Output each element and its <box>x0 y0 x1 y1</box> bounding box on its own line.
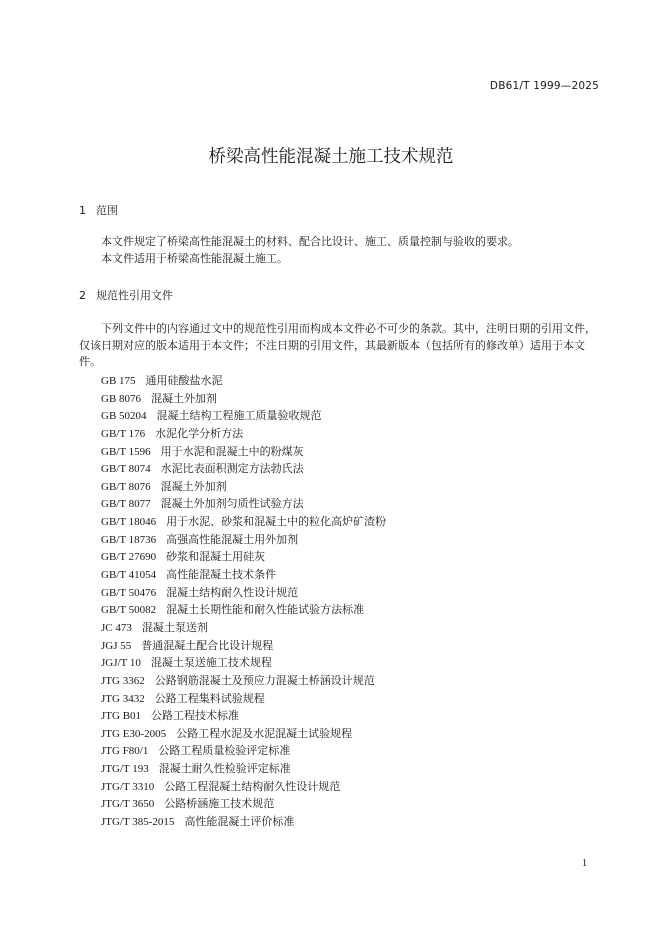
reference-item <box>101 813 386 831</box>
reference-code: GB/T 41054 <box>101 569 157 582</box>
reference-title: 混凝土长期性能和耐久性能试验方法标准 <box>166 603 365 617</box>
reference-code: JGJ 55 <box>101 639 132 652</box>
reference-item <box>101 531 386 549</box>
reference-title: 混凝土外加剂 <box>151 391 218 405</box>
reference-item <box>101 795 386 813</box>
section-2-number: 2 <box>79 289 86 302</box>
reference-code: JTG F80/1 <box>101 745 149 758</box>
reference-title: 公路工程技术标准 <box>151 709 240 723</box>
section-1-paragraph-2: 本文件适用于桥梁高性能混凝土施工。 <box>101 252 288 265</box>
reference-item <box>101 425 386 443</box>
reference-item <box>101 548 386 566</box>
reference-title: 混凝土外加剂 <box>160 479 227 493</box>
section-1-number: 1 <box>79 204 86 217</box>
reference-item <box>101 584 386 602</box>
reference-item <box>101 742 386 760</box>
reference-code: GB/T 176 <box>101 427 146 440</box>
page-number: 1 <box>582 858 587 869</box>
reference-title: 用于水泥、砂浆和混凝土中的粒化高炉矿渣粉 <box>166 515 387 529</box>
reference-code: GB/T 50476 <box>101 586 157 599</box>
reference-item <box>101 566 386 584</box>
reference-title: 公路工程混凝土结构耐久性设计规范 <box>164 779 341 793</box>
reference-title: 混凝土泵送剂 <box>141 620 208 634</box>
reference-list <box>101 372 386 831</box>
reference-code: JTG 3432 <box>101 692 145 705</box>
reference-code: JTG/T 3310 <box>101 780 155 793</box>
reference-item <box>101 601 386 619</box>
document-title: 桥梁高性能混凝土施工技术规范 <box>208 147 454 167</box>
section-1-heading <box>79 202 118 218</box>
reference-title: 公路工程集料试验规程 <box>154 691 265 705</box>
reference-code: JC 473 <box>101 621 132 634</box>
reference-title: 混凝土外加剂匀质性试验方法 <box>160 497 304 511</box>
section-2-intro: 下列文件中的内容通过文中的规范性引用而构成本文件必不可少的条款。其中，注明日期的引用文件，仅该日期对应的版本适用于本文件；不注日期的引用文件，其最新版本（包括所有的修改单）适用于本文件。 <box>79 322 596 368</box>
standard-number: DB61/T 1999—2025 <box>489 80 599 92</box>
reference-item <box>101 707 386 725</box>
reference-title: 混凝土耐久性检验评定标准 <box>158 762 291 776</box>
reference-title: 公路钢筋混凝土及预应力混凝土桥涵设计规范 <box>154 673 375 687</box>
section-1-paragraph-1: 本文件规定了桥梁高性能混凝土的材料、配合比设计、施工、质量控制与验收的要求。 <box>101 235 519 248</box>
reference-title: 通用硅酸盐水泥 <box>145 374 223 387</box>
reference-title: 用于水泥和混凝土中的粉煤灰 <box>160 444 304 458</box>
reference-item <box>101 672 386 690</box>
reference-title: 水泥化学分析方法 <box>155 426 244 440</box>
reference-title: 混凝土结构耐久性设计规范 <box>166 585 299 599</box>
reference-code: GB/T 8076 <box>101 480 151 493</box>
reference-code: GB/T 8077 <box>101 498 151 511</box>
reference-code: GB/T 1596 <box>101 445 151 458</box>
reference-code: GB/T 27690 <box>101 551 157 564</box>
reference-item <box>101 495 386 513</box>
reference-code: GB/T 18046 <box>101 516 157 529</box>
reference-title: 混凝土结构工程施工质量验收规范 <box>156 409 322 423</box>
reference-item <box>101 372 386 390</box>
reference-code: JGJ/T 10 <box>101 657 141 670</box>
reference-code: GB/T 50082 <box>101 604 157 617</box>
reference-code: GB/T 18736 <box>101 533 157 546</box>
reference-title: 普通混凝土配合比设计规程 <box>141 638 274 652</box>
reference-code: GB 50204 <box>101 410 147 423</box>
reference-item <box>101 460 386 478</box>
reference-item <box>101 778 386 796</box>
reference-code: JTG 3362 <box>101 674 145 687</box>
reference-code: GB/T 8074 <box>101 463 151 476</box>
reference-code: JTG B01 <box>101 710 142 723</box>
reference-item <box>101 637 386 655</box>
reference-item <box>101 407 386 425</box>
reference-code: JTG/T 3650 <box>101 798 155 811</box>
reference-title: 公路桥涵施工技术规范 <box>164 797 275 811</box>
reference-item <box>101 478 386 496</box>
reference-item <box>101 390 386 408</box>
reference-title: 水泥比表面积测定方法勃氏法 <box>160 462 304 476</box>
reference-item <box>101 725 386 743</box>
reference-code: JTG E30-2005 <box>101 727 167 740</box>
reference-item <box>101 619 386 637</box>
section-1-title: 范围 <box>96 204 118 217</box>
reference-title: 高性能混凝土评价标准 <box>184 815 295 829</box>
reference-item <box>101 760 386 778</box>
section-2-title: 规范性引用文件 <box>96 289 173 302</box>
reference-title: 高性能混凝土技术条件 <box>166 568 277 582</box>
reference-item <box>101 690 386 708</box>
reference-code: JTG/T 385-2015 <box>101 816 175 829</box>
reference-item <box>101 443 386 461</box>
reference-title: 高强高性能混凝土用外加剂 <box>166 532 299 546</box>
section-2-heading <box>79 287 173 303</box>
reference-item <box>101 654 386 672</box>
reference-item <box>101 513 386 531</box>
reference-title: 公路工程质量检验评定标准 <box>158 744 291 758</box>
reference-title: 混凝土泵送施工技术规程 <box>150 656 272 670</box>
reference-code: GB 175 <box>101 375 136 387</box>
reference-title: 公路工程水泥及水泥混凝土试验规程 <box>176 726 353 740</box>
reference-title: 砂浆和混凝土用硅灰 <box>166 550 266 564</box>
reference-code: JTG/T 193 <box>101 763 149 776</box>
reference-code: GB 8076 <box>101 392 142 405</box>
